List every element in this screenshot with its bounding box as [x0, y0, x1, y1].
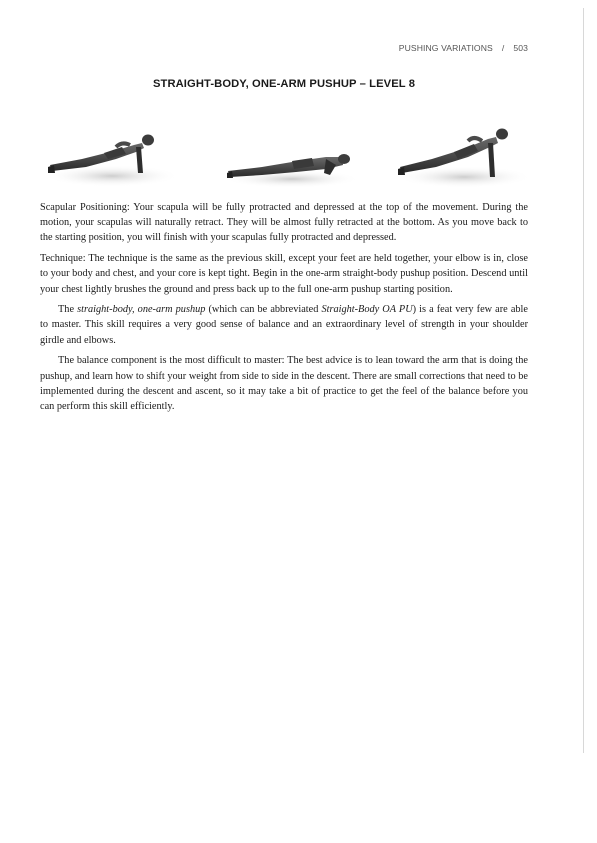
- paragraph-technique: Technique: The technique is the same as the previous skill, except your feet are held together, your elbow is in, close to your body and chest, and your core is kept tight. Begin in the one-arm straight-body pushup position. Descend until your chest lightly brushes the ground and press back up to the full one-arm pushup starting position.: [40, 253, 528, 295]
- section-title: STRAIGHT-BODY, ONE-ARM PUSHUP – LEVEL 8: [152, 78, 416, 90]
- paragraph-description-mid: (which can be abbreviated: [205, 304, 322, 316]
- skill-name-term: straight-body, one-arm pushup: [77, 304, 206, 316]
- pushup-bottom-position-photo: [222, 131, 362, 191]
- skill-abbreviation: Straight-Body OA PU: [321, 304, 413, 316]
- running-header: [399, 43, 528, 53]
- running-header-separator: /: [501, 43, 505, 53]
- pushup-top-position-photo-2: [392, 121, 532, 189]
- exercise-photo-sequence: [40, 121, 530, 193]
- page-number: 503: [513, 43, 528, 53]
- running-header-section: PUSHING VARIATIONS: [398, 43, 493, 53]
- pushup-top-position-photo-1: [42, 121, 182, 189]
- paragraph-balance: The balance component is the most difficult to master: The best advice is to lean toward the arm that is doing the pushup, and learn how to shift your weight from side to side in the descent. There are small corrections that need to be implemented during the descent and ascent, so it may take a bit of practice to get the feel of the balance before you can perform this skill efficiently.: [40, 355, 528, 412]
- paragraph-description-post: ) is a feat very few are able to master. This skill requires a very good sense of balance and an extraordinary level of strength in your shoulder girdle and elbows.: [40, 304, 528, 346]
- paragraph-scapular-positioning: Scapular Positioning: Your scapula will be fully protracted and depressed at the top of the movement. During the motion, your scapulas will naturally retract. They will be almost fully retracted at the bottom. As you move back to the starting position, you will finish with your scapulas fully protracted and depressed.: [40, 202, 528, 244]
- page-edge-line: [583, 8, 584, 753]
- paragraph-description: [40, 302, 528, 348]
- paragraph-description-pre: The: [58, 304, 78, 316]
- body-text: [40, 200, 528, 420]
